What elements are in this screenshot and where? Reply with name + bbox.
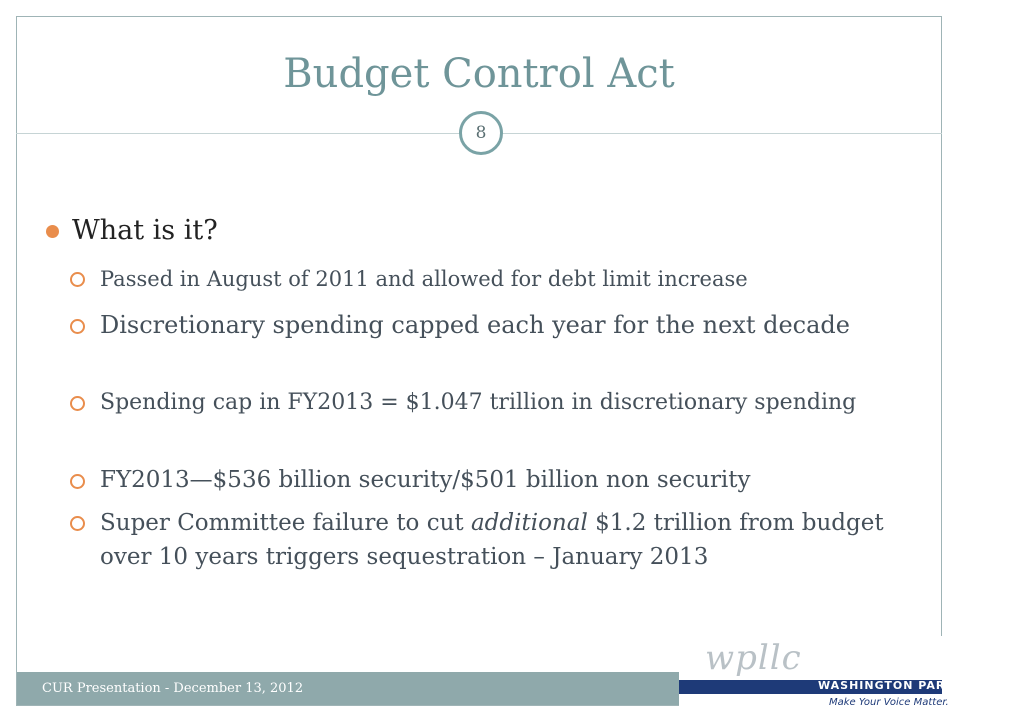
sub-bullet bbox=[70, 387, 890, 449]
sub-bullet-text: Passed in August of 2011 and allowed for debt limit increase bbox=[100, 267, 748, 291]
last-bullet-before: Super Committee failure to cut bbox=[100, 510, 471, 536]
page-number-badge: 8 bbox=[459, 111, 503, 155]
sub-bullet bbox=[70, 464, 890, 496]
sub-bullet-text: Spending cap in FY2013 = $1.047 trillion in discretionary spending bbox=[100, 390, 857, 415]
logo-tagline: Make Your Voice Matter. bbox=[829, 697, 949, 708]
bullet-dot-icon bbox=[46, 225, 59, 238]
ring-bullet-icon bbox=[70, 396, 85, 411]
sub-bullet-text bbox=[100, 506, 890, 574]
sub-bullet bbox=[70, 506, 890, 576]
main-bullet-text: What is it? bbox=[72, 215, 218, 246]
ring-bullet-icon bbox=[70, 516, 85, 531]
sub-bullet-text: FY2013—$536 billion security/$501 billion non security bbox=[100, 467, 751, 493]
slide-title: Budget Control Act bbox=[283, 51, 675, 97]
ring-bullet-icon bbox=[70, 272, 85, 287]
logo-script-text: wpllc bbox=[705, 638, 802, 678]
last-bullet-after: $1.2 trillion from budget over 10 years triggers sequestration – January 2013 bbox=[100, 510, 884, 570]
ring-bullet-icon bbox=[70, 319, 85, 334]
footer-text: CUR Presentation - December 13, 2012 bbox=[42, 681, 304, 696]
sub-bullet-text: Discretionary spending capped each year for the next decade bbox=[100, 311, 850, 339]
last-bullet-emphasis: additional bbox=[470, 510, 588, 536]
logo-band-text: WASHINGTON PARTNERS LLC bbox=[818, 679, 1020, 692]
sub-bullet bbox=[70, 264, 890, 294]
sub-bullet bbox=[70, 309, 890, 375]
ring-bullet-icon bbox=[70, 474, 85, 489]
